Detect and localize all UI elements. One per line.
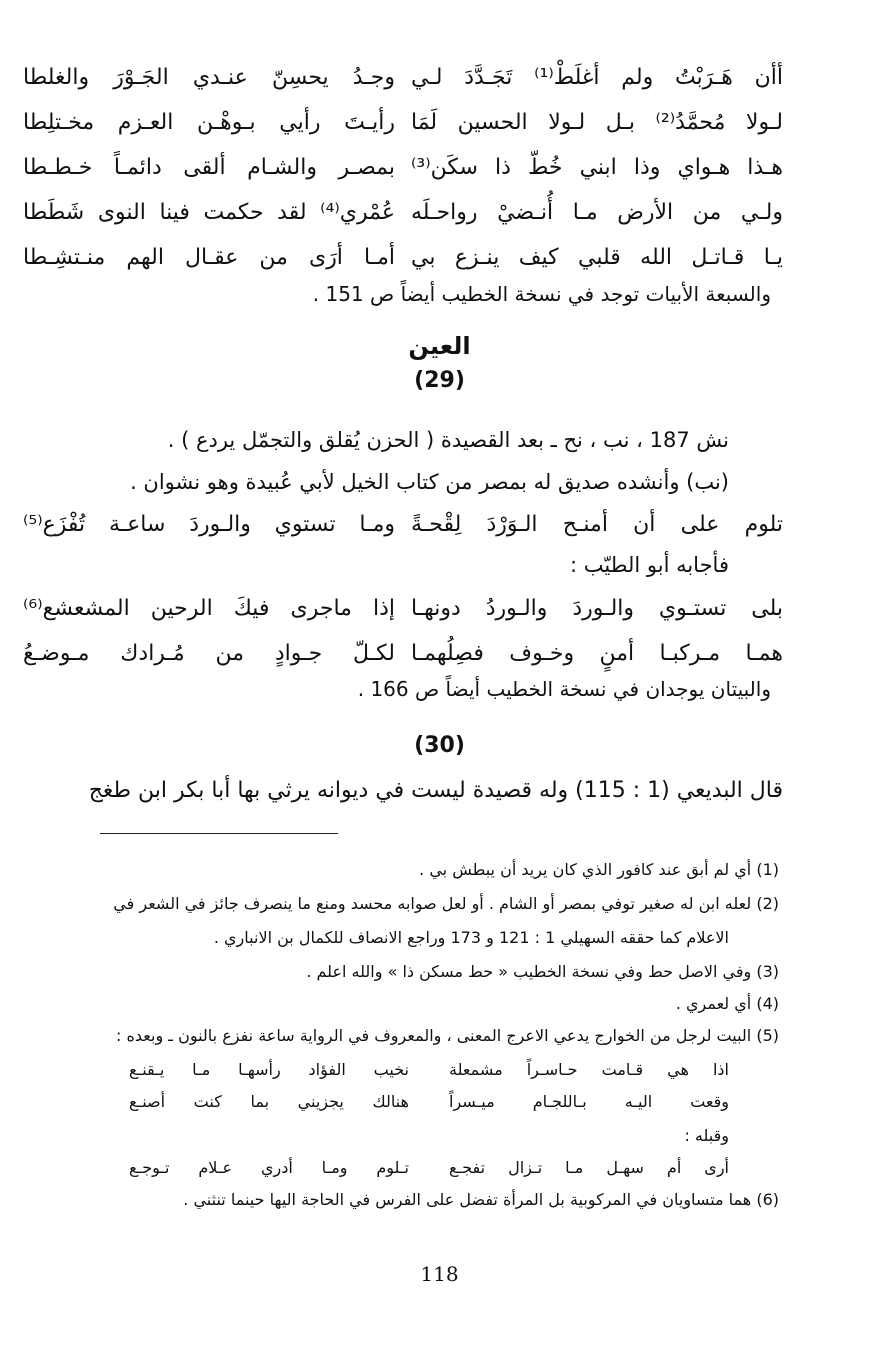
verse-second-hemistich: ومـا تستوي والـوردَ ساعـة تُفْزَع⁽⁵⁾ [23, 512, 395, 537]
footnote-continuation: الاعلام كما حققه السهيلي 1 : 121 و 173 وراجع الانصاف للكمال بن الانباري . [213, 928, 729, 947]
verse-line [23, 145, 783, 190]
footnote: (1) أي لم أبق عند كافور الذي كان يريد أن يبطش بي . [419, 860, 779, 879]
verse-second-hemistich: لكـلّ جـوادٍ من مُـرادك مـوضـعُ [23, 641, 395, 666]
footnote: (3) وفي الاصل حط وفي نسخة الخطيب « حط مسكن ذا » والله اعلم . [306, 962, 779, 981]
footnote-verse-second: هنالك يجزيني بما كنت أصنـع [129, 1092, 409, 1111]
verse-second-hemistich: وجـدُ يحسِنّ عنـدي الجَـوْرَ والغلطا [23, 65, 395, 90]
paragraph-30: قال البديعي (1 : 115) وله قصيدة ليست في ديوانه يرثي بها أبا بكر ابن طغج [88, 778, 783, 803]
section-heading: العين [408, 332, 471, 360]
verse-line [23, 55, 783, 100]
footnote-verse-first: وقعت اليـه بـاللجـام ميـسراً [449, 1092, 729, 1111]
footnote-label: وقبله : [684, 1126, 729, 1145]
poem-block-2a [23, 502, 783, 547]
verse-line [23, 100, 783, 145]
footnote-verse [129, 1060, 729, 1079]
footnote-verse [129, 1092, 729, 1111]
verse-first-hemistich: يـا قـاتـل الله قلبي كيف ينـزع بي [411, 245, 783, 270]
footnote-verse-first: اذا هي قـامت حـاسـراً مشمعلة [449, 1060, 729, 1079]
verse-line [23, 631, 783, 676]
reply-line: فأجابه أبو الطيّب : [570, 553, 729, 577]
verse-second-hemistich: عُمْري⁽⁴⁾ لقد حكمت فينا النوى شَطَطا [23, 200, 395, 225]
verse-line [23, 190, 783, 235]
page-number: 118 [420, 1262, 459, 1286]
source-note: والبيتان يوجدان في نسخة الخطيب أيضاً ص 166 . [357, 677, 771, 701]
footnote-verse-first: أرى أم سهـل مـا تـزال تفجـع [449, 1158, 729, 1177]
intro-line: نش 187 ، نب ، نح ـ بعد القصيدة ( الحزن يُقلق والتجمّل يردع ) . [167, 428, 729, 452]
verse-line [23, 586, 783, 631]
verse-line [23, 235, 783, 280]
poem-number: (29) [414, 368, 465, 393]
verse-first-hemistich: تلوم على أن أمنـح الـوَرْدَ لِقْحـةً [411, 512, 783, 537]
verse-line [23, 502, 783, 547]
intro-line: (نب) وأنشده صديق له بمصر من كتاب الخيل لأبي عُبيدة وهو نشوان . [130, 470, 729, 494]
verse-first-hemistich: أأن هَـرَبْتُ ولم أغلَطْ⁽¹⁾ تَجَـدَّدَ لـي [411, 65, 783, 90]
verse-second-hemistich: بمصـر والشـام ألقى دائمـاً خـطـطا [23, 155, 395, 180]
footnote: (4) أي لعمري . [675, 994, 779, 1013]
verse-second-hemistich: رأيـتَ رأيي بـوهْـن العـزم مخـتلِطا [23, 110, 395, 135]
footnote: (2) لعله ابن له صغير توفي بمصر أو الشام . أو لعل صوابه محسد ومنع ما ينصرف جائز في الشعر في [113, 894, 779, 913]
poem-block-2b [23, 586, 783, 676]
verse-first-hemistich: همـا مـركبـا أمنٍ وخـوف فصِلُهمـا [411, 641, 783, 666]
verse-first-hemistich: لـولا مُحمَّدُ⁽²⁾ بـل لـولا الحسين لَمَا [411, 110, 783, 135]
verse-first-hemistich: ولـي من الأرض مـا أُنـضيْ رواحـلَه [411, 200, 783, 225]
poem-number: (30) [414, 733, 465, 758]
footnote-divider [100, 833, 338, 834]
poem-block-1 [23, 55, 783, 280]
verse-first-hemistich: بلى تستـوي والـوردَ والـوردُ دونهـا [411, 596, 783, 621]
source-note: والسبعة الأبيات توجد في نسخة الخطيب أيضاً ص 151 . [312, 282, 771, 306]
verse-second-hemistich: أمـا أرَى من عقـال الهم منـتشِـطا [23, 245, 395, 270]
footnote-verse-second: تـلوم ومـا أدري عـلام تـوجـع [129, 1158, 409, 1177]
footnote: (5) البيت لرجل من الخوارج يدعي الاعرج المعنى ، والمعروف في الرواية ساعة نفزع بالنون ـ وبعده : [116, 1026, 779, 1045]
footnote: (6) هما متساويان في المركوبية بل المرأة تفضل على الفرس في الحاجة اليها حينما تنثني . [183, 1190, 779, 1209]
verse-first-hemistich: هـذا هـواي وذا ابني خُطّ ذا سكَن⁽³⁾ [411, 155, 783, 180]
verse-second-hemistich: إذا ماجرى فيكَ الرحين المشعشع⁽⁶⁾ [23, 596, 395, 621]
footnote-verse-second: نخيب الفؤاد رأسهـا مـا يـقنـع [129, 1060, 409, 1079]
footnote-verse [129, 1158, 729, 1177]
